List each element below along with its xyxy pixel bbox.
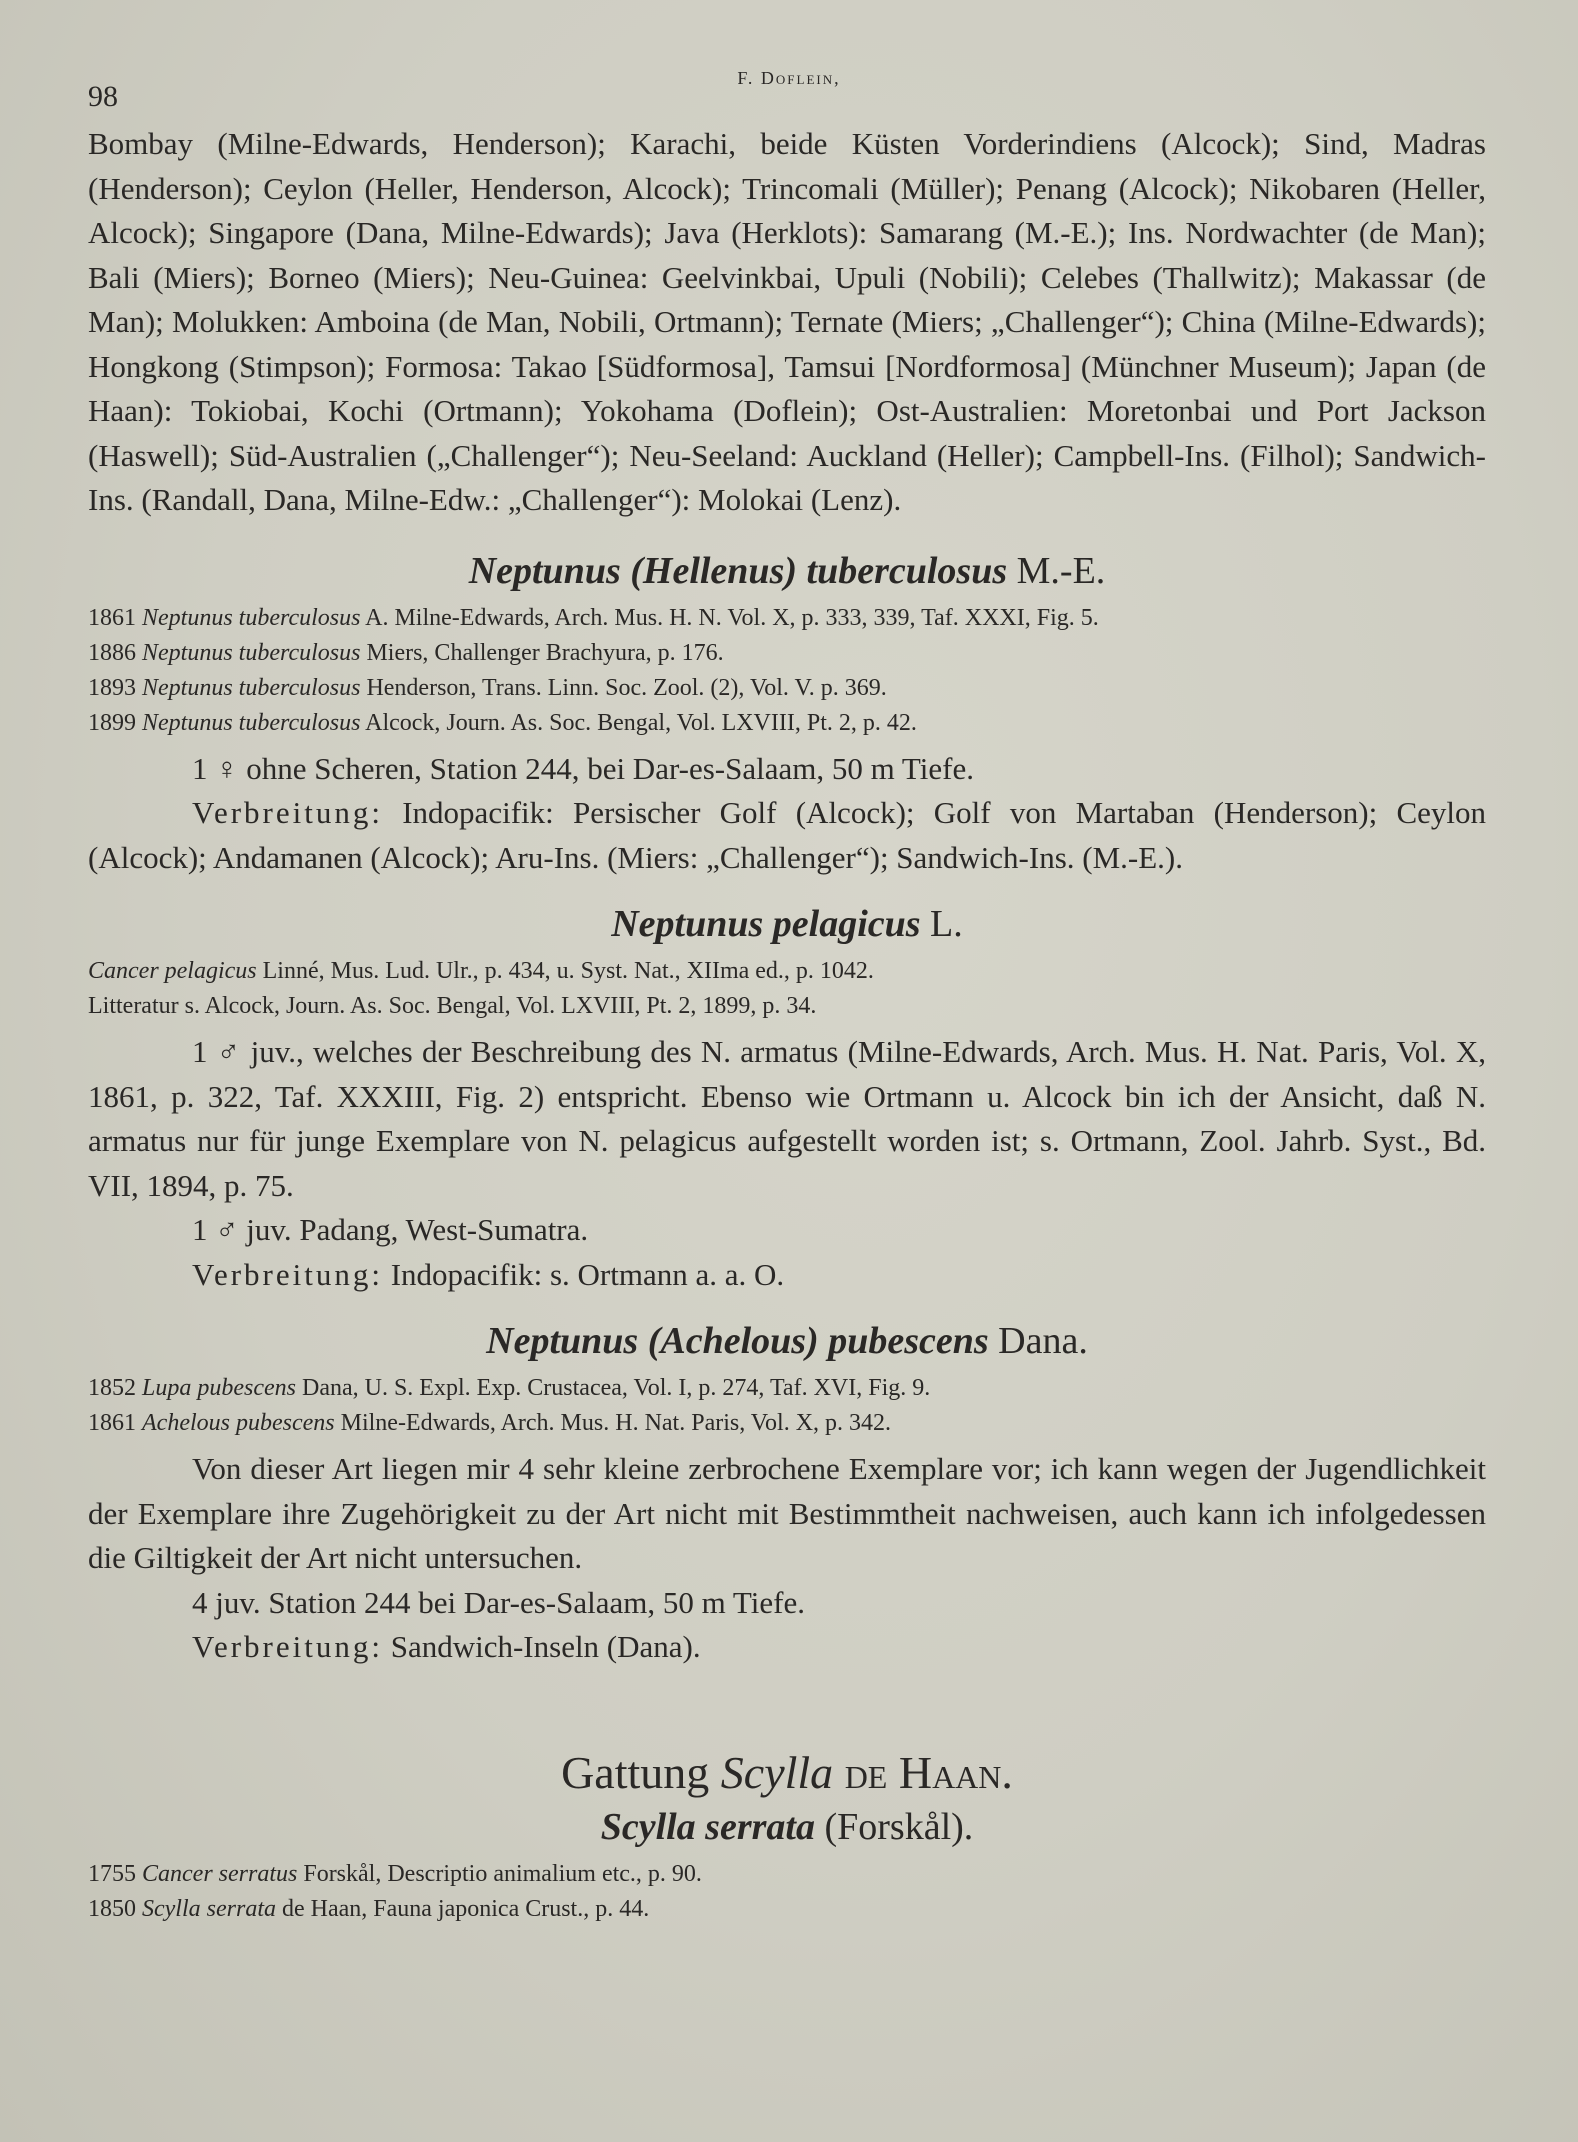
species-author: M.-E.	[1016, 549, 1106, 592]
species-heading	[88, 1319, 1486, 1363]
species-section-scylla	[88, 1805, 1486, 1927]
distribution-line	[88, 1253, 1486, 1298]
species-section-pelagicus	[88, 902, 1486, 1297]
synonym-entry: 1886 Neptunus tuberculosus Miers, Challenger Brachyura, p. 176.	[88, 639, 724, 666]
synonym-entry: 1893 Neptunus tuberculosus Henderson, Trans. Linn. Soc. Zool. (2), Vol. V. p. 369.	[88, 674, 887, 701]
synonymy-list	[88, 601, 1486, 741]
species-section-tuberculosus	[88, 549, 1486, 881]
distribution-line	[88, 791, 1486, 880]
verbreitung-text: Indopacifik: Persischer Golf (Alcock); Golf von Martaban (Henderson); Ceylon (Alcock); Andamanen (Alcock); Aru-Ins. (Miers: „Challenger“); Sandwich-Ins. (M.-E.).	[88, 795, 1487, 875]
synonym-entry: 1899 Neptunus tuberculosus Alcock, Journ. As. Soc. Bengal, Vol. LXVIII, Pt. 2, p. 42.	[88, 709, 917, 736]
verbreitung-text: Indopacifik: s. Ortmann a. a. O.	[390, 1256, 785, 1292]
synonym-entry: 1861 Achelous pubescens Milne-Edwards, Arch. Mus. H. Nat. Paris, Vol. X, p. 342.	[88, 1410, 892, 1436]
genus-prefix: Gattung	[561, 1746, 710, 1798]
species-title: Neptunus (Achelous) pubescens	[486, 1320, 989, 1362]
genus-name: Scylla	[720, 1746, 834, 1798]
verbreitung-label: Verbreitung:	[192, 1256, 383, 1292]
species-author: Dana.	[998, 1320, 1088, 1362]
synonym-entry: Cancer pelagicus Linné, Mus. Lud. Ulr., p. 434, u. Syst. Nat., XIIma ed., p. 1042.	[88, 958, 874, 984]
material-line: 4 juv. Station 244 bei Dar-es-Salaam, 50 m Tiefe.	[192, 1584, 805, 1620]
running-title: F. Doflein,	[737, 68, 841, 88]
page-content	[88, 122, 1486, 1927]
species-author: L.	[930, 903, 963, 945]
species-title: Neptunus pelagicus	[611, 903, 921, 945]
species-author: (Forskål).	[824, 1805, 974, 1848]
distribution-line	[88, 1625, 1486, 1670]
material-line: 1 ♂ juv. Padang, West-Sumatra.	[192, 1212, 589, 1247]
description-paragraph: Von dieser Art liegen mir 4 sehr kleine zerbrochene Exemplare vor; ich kann wegen der Jugendlichkeit der Exemplare ihre Zugehörigkeit zu der Art nicht mit Bestimmtheit nachweisen, auch kann ich infolgedessen die Giltigkeit der Art nicht untersuchen.	[88, 1451, 1486, 1575]
species-heading	[88, 1805, 1486, 1849]
synonymy-list	[88, 1371, 1486, 1441]
verbreitung-label: Verbreitung:	[192, 1629, 383, 1664]
species-section-pubescens	[88, 1319, 1486, 1670]
distribution-paragraph: Bombay (Milne-Edwards, Henderson); Karachi, beide Küsten Vorderindiens (Alcock); Sind, Madras (Henderson); Ceylon (Heller, Henderson, Alcock); Trincomali (Müller); Penang (Alcock); Nikobaren (Heller, Alcock); Singapore (Dana, Milne-Edwards); Java (Herklots): Samarang (M.-E.); Ins. Nordwachter (de Man); Bali (Miers); Borneo (Miers); Neu-Guinea: Geelvinkbai, Upuli (Nobili); Celebes (Thallwitz); Makassar (de Man); Molukken: Amboina (de Man, Nobili, Ortmann); Ternate (Miers; „Challenger“); China (Milne-Edwards); Hongkong (Stimpson); Formosa: Takao [Südformosa], Tamsui [Nordformosa] (Münchner Museum); Japan (de Haan): Tokiobai, Kochi (Ortmann); Yokohama (Doflein); Ost-Australien: Moretonbai und Port Jackson (Haswell); Süd-Australien („Challenger“); Neu-Seeland: Auckland (Heller); Campbell-Ins. (Filhol); Sandwich-Ins. (Randall, Dana, Milne-Edw.: „Challenger“): Molokai (Lenz).	[88, 126, 1486, 517]
synonym-entry: 1852 Lupa pubescens Dana, U. S. Expl. Exp. Crustacea, Vol. I, p. 274, Taf. XVI, Fig. 9.	[88, 1375, 931, 1401]
synonym-entry: Litteratur s. Alcock, Journ. As. Soc. Bengal, Vol. LXVIII, Pt. 2, 1899, p. 34.	[88, 993, 817, 1019]
synonymy-list	[88, 954, 1486, 1024]
species-heading	[88, 549, 1486, 593]
synonym-entry: 1755 Cancer serratus Forskål, Descriptio animalium etc., p. 90.	[88, 1860, 702, 1887]
description-paragraph: 1 ♂ juv., welches der Beschreibung des N. armatus (Milne-Edwards, Arch. Mus. H. Nat. Paris, Vol. X, 1861, p. 322, Taf. XXXIII, Fig. 2) entspricht. Ebenso wie Ortmann u. Alcock bin ich der Ansicht, daß N. armatus nur für junge Exemplare von N. pelagicus aufgestellt worden ist; s. Ortmann, Zool. Jahrb. Syst., Bd. VII, 1894, p. 75.	[88, 1034, 1486, 1203]
species-title: Neptunus (Hellenus) tuberculosus	[468, 549, 1008, 592]
genus-heading	[88, 1746, 1486, 1799]
species-title: Scylla serrata	[600, 1805, 815, 1848]
material-line: 1 ♀ ohne Scheren, Station 244, bei Dar-es-Salaam, 50 m Tiefe.	[192, 750, 974, 786]
synonymy-list	[88, 1857, 1486, 1927]
running-header	[0, 62, 1578, 112]
synonym-entry: 1861 Neptunus tuberculosus A. Milne-Edwards, Arch. Mus. H. N. Vol. X, p. 333, 339, Taf. XXXI, Fig. 5.	[88, 604, 1099, 631]
verbreitung-text: Sandwich-Inseln (Dana).	[390, 1629, 701, 1664]
verbreitung-label: Verbreitung:	[192, 795, 383, 830]
page-number: 98	[88, 80, 118, 113]
species-heading	[88, 902, 1486, 946]
synonym-entry: 1850 Scylla serrata de Haan, Fauna japonica Crust., p. 44.	[88, 1895, 650, 1922]
genus-author: de Haan.	[844, 1746, 1013, 1798]
